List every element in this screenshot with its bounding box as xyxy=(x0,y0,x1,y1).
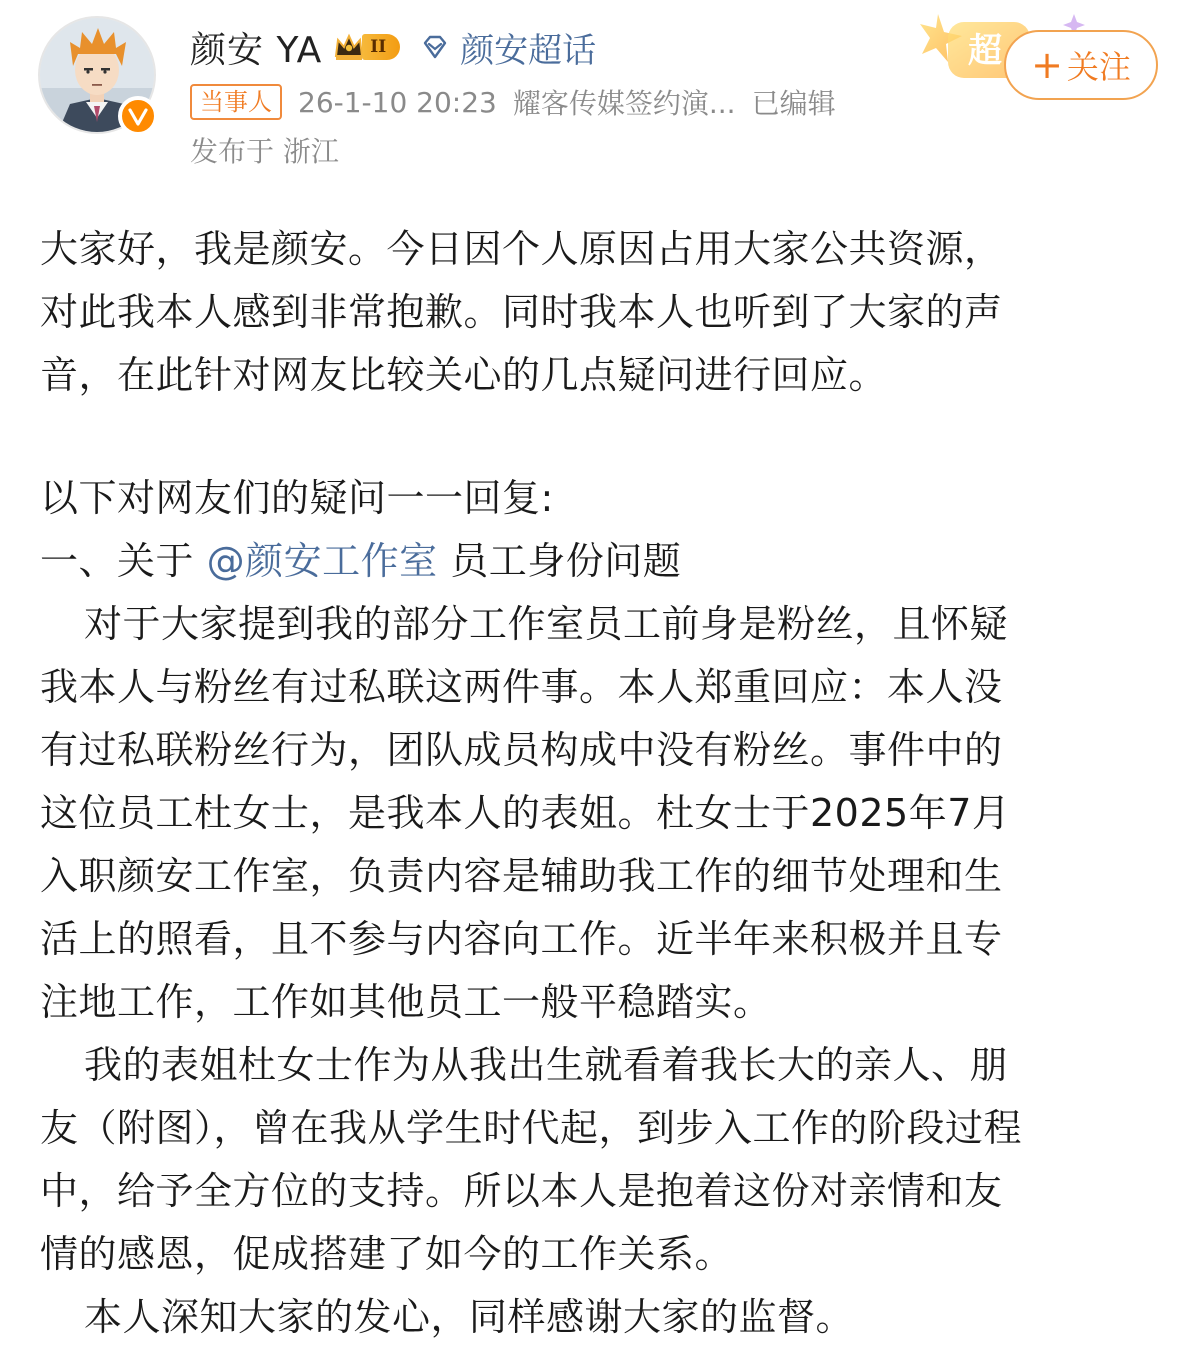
post-location: 发布于 浙江 xyxy=(190,135,339,168)
text-line: 以下对网友们的疑问一一回复: xyxy=(40,476,554,520)
paragraph-gap xyxy=(40,407,1170,467)
name-row xyxy=(190,22,596,72)
section-prefix: 一、关于 xyxy=(40,539,207,583)
text-line: 音，在此针对网友比较关心的几点疑问进行回应。 xyxy=(40,353,888,397)
username[interactable]: 颜安 YA xyxy=(190,29,323,71)
verified-badge-icon xyxy=(118,96,158,136)
text-line: 对此我本人感到非常抱歉。同时我本人也听到了大家的声 xyxy=(40,290,1003,334)
follow-button[interactable] xyxy=(1004,30,1158,100)
crown-icon xyxy=(332,30,366,64)
text-line: 情的感恩，促成搭建了如今的工作关系。 xyxy=(40,1232,734,1276)
text-line: 中，给予全方位的支持。所以本人是抱着这份对亲情和友 xyxy=(40,1169,1003,1213)
text-line: 对于大家提到我的部分工作室员工前身是粉丝，且怀疑 xyxy=(84,602,1009,646)
diamond-icon xyxy=(418,30,452,64)
text-line: 我本人与粉丝有过私联这两件事。本人郑重回应：本人没 xyxy=(40,665,1003,709)
text-line: 本人深知大家的发心，同样感谢大家的监督。 xyxy=(84,1295,855,1339)
edited-label[interactable]: 已编辑 xyxy=(751,87,836,120)
supertopic-label: 颜安超话 xyxy=(460,30,597,71)
text-line: 友（附图），曾在我从学生时代起，到步入工作的阶段过程 xyxy=(40,1106,1023,1150)
post-source[interactable]: 耀客传媒签约演... xyxy=(512,87,736,120)
party-tag: 当事人 xyxy=(190,84,282,120)
text-line: 我的表姐杜女士作为从我出生就看着我长大的亲人、朋 xyxy=(84,1043,1009,1087)
text-line: 大家好，我是颜安。今日因个人原因占用大家公共资源， xyxy=(40,227,1003,271)
post-text xyxy=(40,218,1170,1349)
meta-row xyxy=(190,82,836,122)
vip-badge[interactable] xyxy=(332,30,400,64)
text-line: 入职颜安工作室，负责内容是辅助我工作的细节处理和生 xyxy=(40,854,1003,898)
post-timestamp: 26-1-10 20:23 xyxy=(298,85,497,119)
post-header xyxy=(0,0,1200,185)
avatar[interactable] xyxy=(38,16,156,134)
text-line: 有过私联粉丝行为，团队成员构成中没有粉丝。事件中的 xyxy=(40,728,1003,772)
text-line: 活上的照看，且不参与内容向工作。近半年来积极并且专 xyxy=(40,917,1003,961)
vip-level-label: II xyxy=(362,34,400,60)
supertopic-link[interactable] xyxy=(418,23,596,72)
follow-label: 关注 xyxy=(1066,48,1131,86)
section-suffix: 员工身份问题 xyxy=(437,539,682,583)
chao-text: 超 xyxy=(968,31,1002,71)
text-line: 注地工作，工作如其他员工一般平稳踏实。 xyxy=(40,980,772,1024)
section-heading xyxy=(40,530,1170,593)
mention-link[interactable]: @颜安工作室 xyxy=(206,539,438,583)
plus-icon: + xyxy=(1031,43,1063,87)
text-line: 这位员工杜女士，是我本人的表姐。杜女士于2025年7月 xyxy=(40,791,1011,835)
